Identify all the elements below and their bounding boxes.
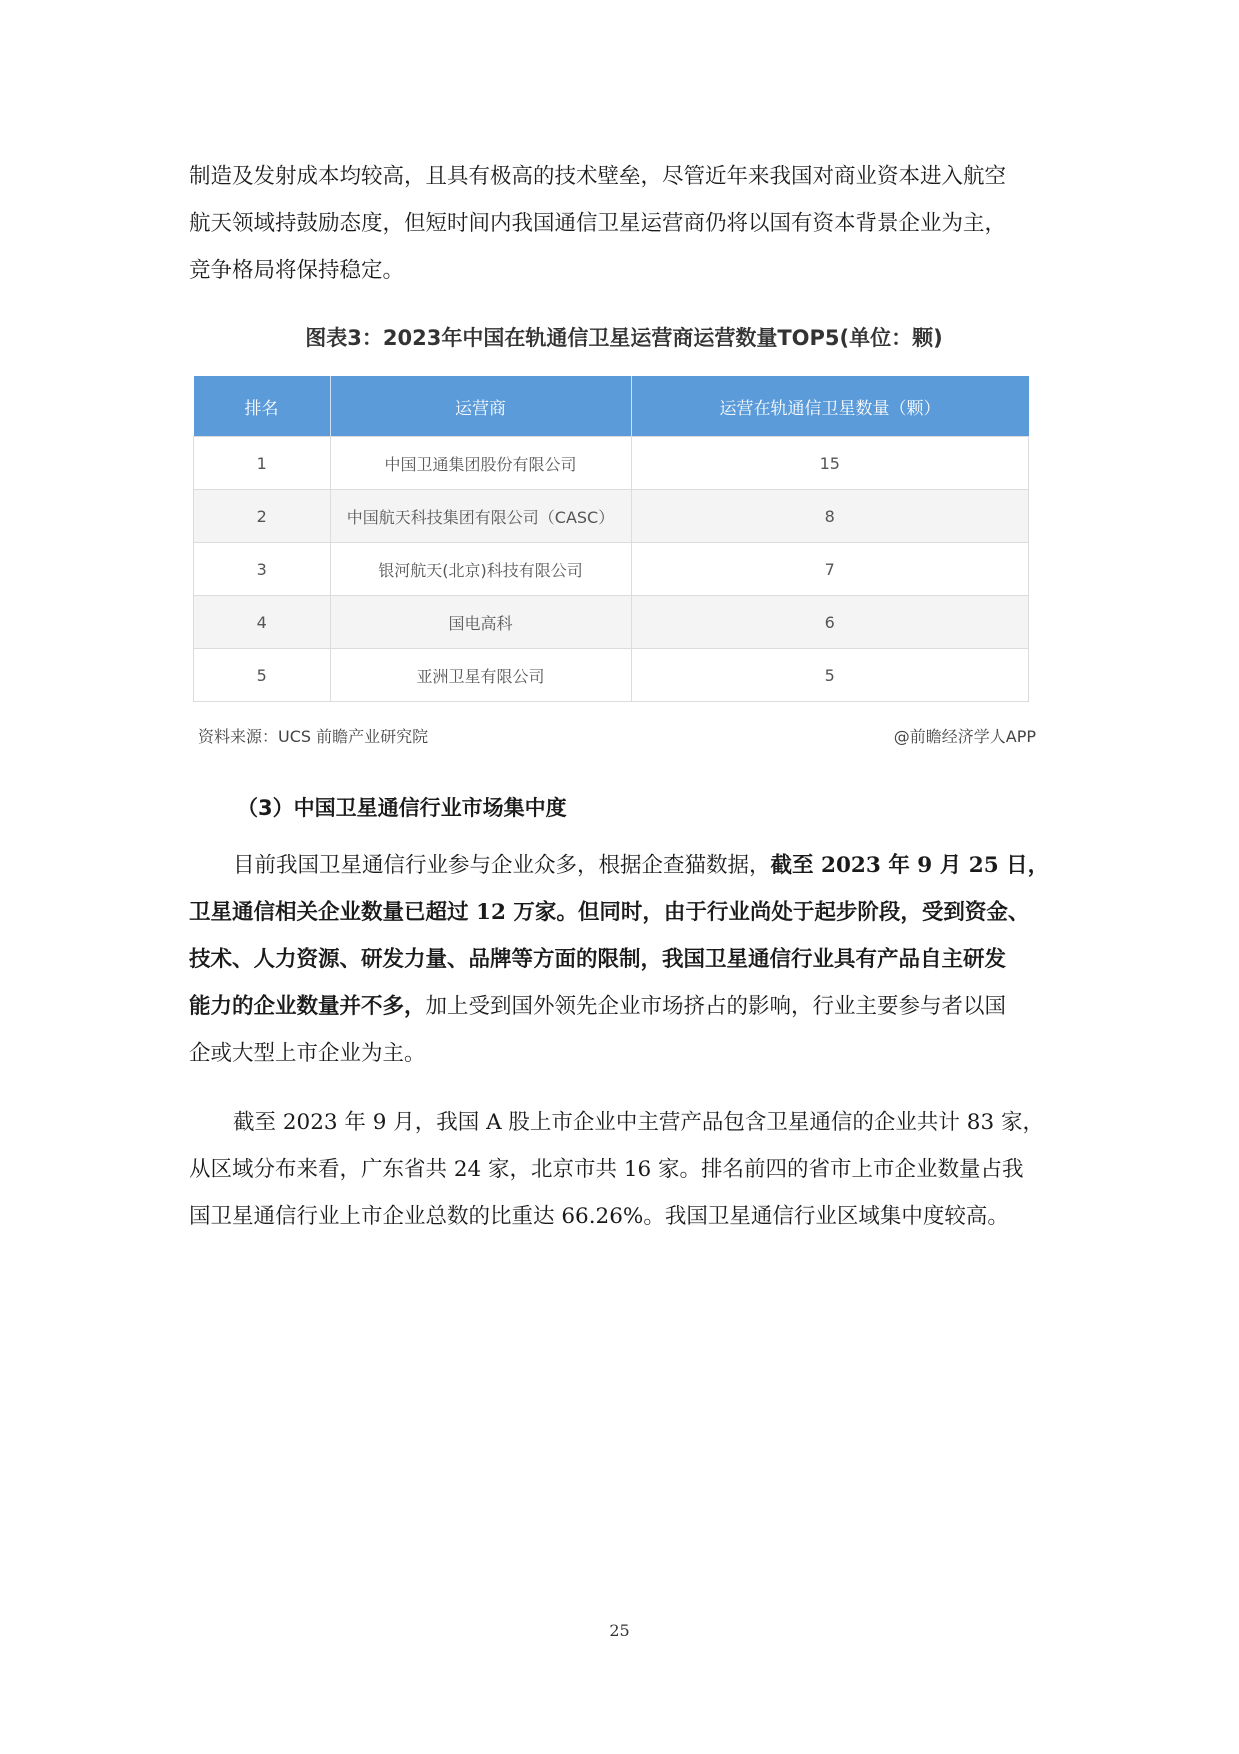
- cell-count: 5: [631, 649, 1029, 702]
- section-heading: （3）中国卫星通信行业市场集中度: [237, 796, 567, 820]
- text-segment: 加上受到国外领先企业市场挤占的影响，行业主要参与者以国: [425, 994, 1007, 1019]
- cell-count: 7: [631, 543, 1029, 596]
- text-segment: 目前我国卫星通信行业参与企业众多，根据企查猫数据，: [233, 853, 771, 878]
- figure-source: 资料来源：UCS 前瞻产业研究院: [198, 727, 429, 746]
- table-row: [194, 490, 1029, 543]
- paragraph-line: 技术、人力资源、研发力量、品牌等方面的限制，我国卫星通信行业具有产品自主研发: [189, 947, 1007, 972]
- table-row: [194, 437, 1029, 490]
- concentration-paragraph: [189, 842, 1059, 1077]
- cell-rank: 1: [194, 437, 331, 490]
- cell-operator: 中国航天科技集团有限公司（CASC）: [330, 490, 631, 543]
- figure-source-row: [198, 724, 1036, 747]
- cell-rank: 4: [194, 596, 331, 649]
- page-number: 25: [609, 1621, 630, 1640]
- cell-rank: 5: [194, 649, 331, 702]
- cell-operator: 亚洲卫星有限公司: [330, 649, 631, 702]
- paragraph-line: 国卫星通信行业上市企业总数的比重达 66.26%。我国卫星通信行业区域集中度较高。: [189, 1204, 1009, 1229]
- cell-operator: 国电高科: [330, 596, 631, 649]
- operator-table-container: [193, 376, 1029, 702]
- header-operator: 运营商: [330, 376, 631, 437]
- intro-line: 制造及发射成本均较高，且具有极高的技术壁垒，尽管近年来我国对商业资本进入航空: [189, 164, 1007, 189]
- cell-operator: 银河航天(北京)科技有限公司: [330, 543, 631, 596]
- intro-paragraph: [189, 153, 1059, 294]
- header-count: 运营在轨通信卫星数量（颗）: [631, 376, 1029, 437]
- intro-line: 航天领域持鼓励态度，但短时间内我国通信卫星运营商仍将以国有资本背景企业为主，: [189, 211, 1007, 236]
- cell-operator: 中国卫通集团股份有限公司: [330, 437, 631, 490]
- header-rank: 排名: [194, 376, 331, 437]
- paragraph-line: [189, 842, 1059, 889]
- paragraph-line: 卫星通信相关企业数量已超过 12 万家。但同时，由于行业尚处于起步阶段，受到资金、: [189, 900, 1030, 925]
- table-header-row: [194, 376, 1029, 437]
- table-row: [194, 649, 1029, 702]
- bold-segment: 截至 2023 年 9 月 25 日，: [770, 853, 1050, 878]
- bold-segment: 能力的企业数量并不多，: [189, 994, 426, 1019]
- paragraph-line: 截至 2023 年 9 月，我国 A 股上市企业中主营产品包含卫星通信的企业共计 83 家，: [233, 1110, 1044, 1135]
- cell-count: 6: [631, 596, 1029, 649]
- operator-table: [193, 376, 1029, 702]
- cell-count: 15: [631, 437, 1029, 490]
- cell-count: 8: [631, 490, 1029, 543]
- table-row: [194, 596, 1029, 649]
- intro-line: 竞争格局将保持稳定。: [189, 258, 405, 283]
- paragraph-line: [189, 983, 1059, 1030]
- paragraph-line: 从区域分布来看，广东省共 24 家，北京市共 16 家。排名前四的省市上市企业数量占我: [189, 1157, 1024, 1182]
- regional-paragraph: [189, 1099, 1059, 1240]
- cell-rank: 3: [194, 543, 331, 596]
- cell-rank: 2: [194, 490, 331, 543]
- table-row: [194, 543, 1029, 596]
- paragraph-line: 企或大型上市企业为主。: [189, 1041, 426, 1066]
- figure-app-credit: @前瞻经济学人APP: [893, 727, 1036, 746]
- figure-title: 图表3：2023年中国在轨通信卫星运营商运营数量TOP5(单位：颗): [305, 326, 943, 350]
